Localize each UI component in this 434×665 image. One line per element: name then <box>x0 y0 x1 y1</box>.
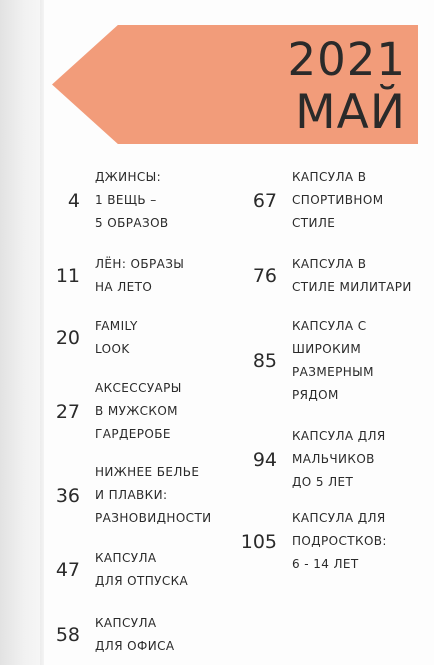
toc-title-line: КАПСУЛА С <box>292 319 367 333</box>
toc-title-line: 5 ОБРАЗОВ <box>95 216 169 230</box>
toc-title-line: СПОРТИВНОМ <box>292 193 384 207</box>
toc-title-line: FAMILY <box>95 319 138 333</box>
toc-title-line: 6 - 14 ЛЕТ <box>292 557 359 571</box>
toc-title <box>95 612 175 658</box>
toc-page-number: 94 <box>252 448 277 471</box>
toc-title-line: КАПСУЛА В <box>292 257 367 271</box>
toc-title-line: РАЗМЕРНЫМ <box>292 365 374 379</box>
toc-title-line: РАЗНОВИДНОСТИ <box>95 511 212 525</box>
toc-title-line: МАЛЬЧИКОВ <box>292 452 375 466</box>
toc-title <box>292 507 387 576</box>
toc-title-line: КАПСУЛА ДЛЯ <box>292 511 386 525</box>
toc-title-line: И ПЛАВКИ: <box>95 488 168 502</box>
toc-page-number: 105 <box>240 530 277 553</box>
toc-title <box>95 166 169 235</box>
toc-title-line: СТИЛЕ <box>292 216 336 230</box>
toc-page-number: 36 <box>55 484 80 507</box>
toc-title <box>95 253 184 299</box>
toc-title-line: РЯДОМ <box>292 388 339 402</box>
toc-title-line: КАПСУЛА В <box>292 170 367 184</box>
toc-title-line: СТИЛЕ МИЛИТАРИ <box>292 280 412 294</box>
toc-title <box>95 461 212 530</box>
toc-page-number: 85 <box>252 350 277 372</box>
toc-title-line: АКСЕССУАРЫ <box>95 381 182 395</box>
toc-title-line: ПОДРОСТКОВ: <box>292 534 387 548</box>
toc-title <box>95 377 182 446</box>
toc-title-line: ДЖИНСЫ: <box>95 170 162 184</box>
toc-page-number: 47 <box>55 559 80 581</box>
toc-title-line: КАПСУЛА <box>95 616 157 630</box>
toc-title <box>292 425 386 494</box>
toc-title-line: ДО 5 ЛЕТ <box>292 475 354 489</box>
issue-year: 2021 <box>287 33 406 86</box>
toc-title <box>292 166 383 235</box>
toc-title-line: ГАРДЕРОБЕ <box>95 427 171 441</box>
toc-title-line: ДЛЯ ОТПУСКА <box>95 574 189 588</box>
toc-title <box>292 253 412 299</box>
toc-page-number: 20 <box>55 327 80 349</box>
toc-title-line: В МУЖСКОМ <box>95 404 178 418</box>
toc-title-line: НИЖНЕЕ БЕЛЬЕ <box>95 465 200 479</box>
toc-page-number: 4 <box>67 189 80 212</box>
toc-title <box>292 315 374 407</box>
toc-title-line: 1 ВЕЩЬ – <box>95 193 157 207</box>
toc-page-number: 27 <box>55 400 80 423</box>
toc-page-number: 58 <box>55 624 80 646</box>
toc-title-line: НА ЛЕТО <box>95 280 153 294</box>
toc-title <box>95 315 138 361</box>
toc-title-line: ДЛЯ ОФИСА <box>95 639 175 653</box>
issue-month: МАЙ <box>295 85 406 140</box>
toc-title-line: ЛЁН: ОБРАЗЫ <box>95 257 185 271</box>
toc-page-number: 11 <box>55 265 80 287</box>
toc-title <box>95 547 188 593</box>
toc-title-line: КАПСУЛА ДЛЯ <box>292 429 386 443</box>
toc-title-line: LOOK <box>95 342 130 356</box>
toc-page-number: 67 <box>252 189 277 212</box>
toc-page-number: 76 <box>252 265 277 287</box>
toc-title-line: КАПСУЛА <box>95 551 157 565</box>
toc-title-line: ШИРОКИМ <box>292 342 362 356</box>
